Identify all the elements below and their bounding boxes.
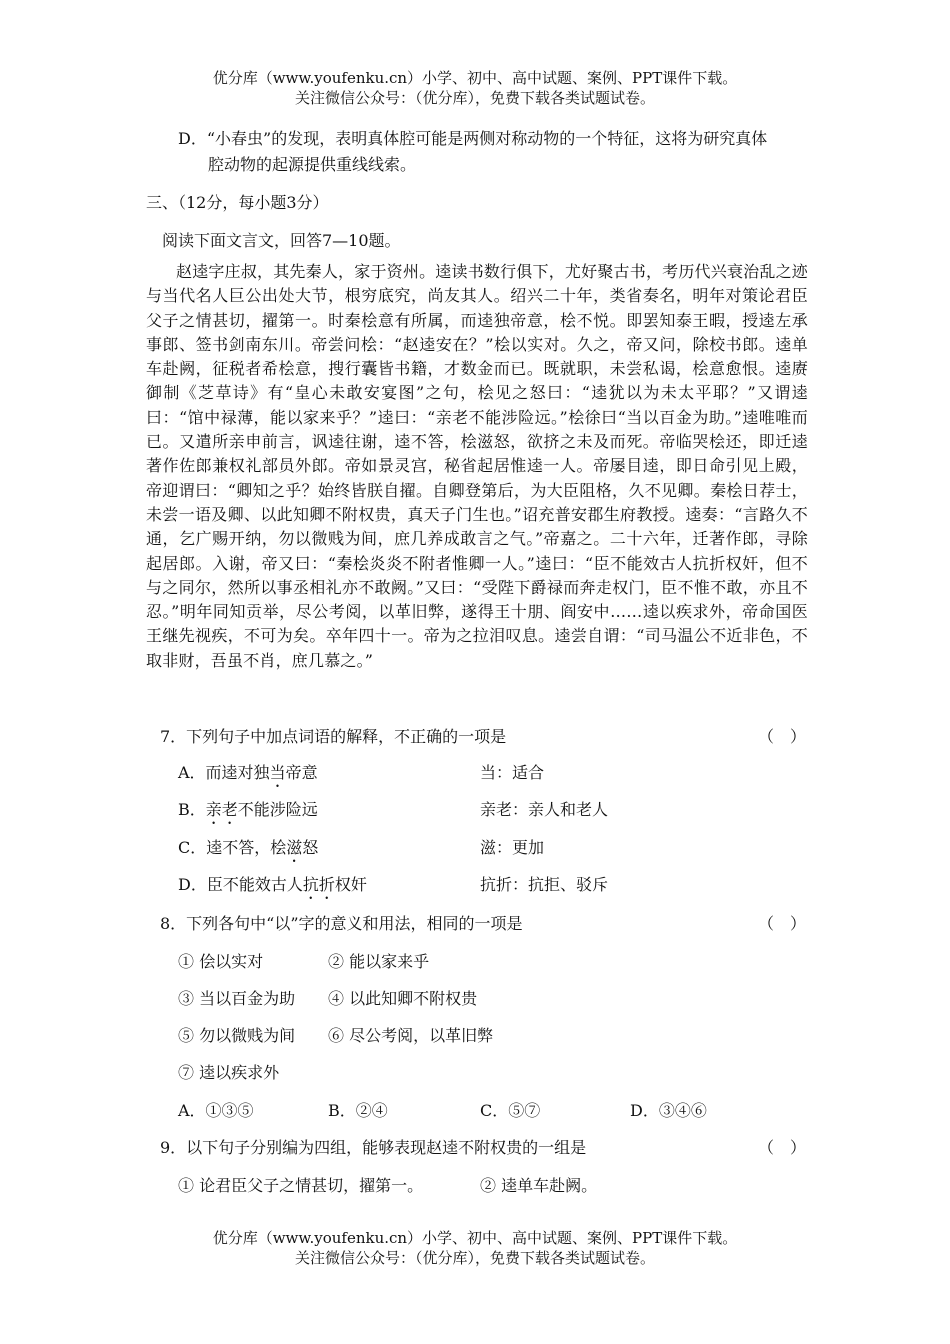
classical-chinese-passage: 赵逵字庄叔，其先秦人，家于资州。逵读书数行俱下，尤好聚古书，考历代兴衰治乱之迹与当代名人巨公出处大节，根穷底究，尚友其人。绍兴二十年，类省奏名，明年对策论君臣父子之情甚切，擢第一。时秦桧意有所属，而逵独帝意，桧不悦。即罢知泰王暇，授逵左承事郎、签书剑南东川。帝尝问桧：“赵逵安在？”桧以实对。久之，帝又问，除校书郎。逵单车赴阙，征税者希桧意，搜行囊皆书籍，才数金而已。既就职，未尝私谒，桧意愈恨。逵赓御制《芝草诗》有“皇心未敢安宴图”之句，桧见之怒曰：“逵犹以为未太平耶？”又谓逵曰：“馆中禄薄，能以家来乎？”逵曰：“亲老不能涉险远。”桧徐曰“当以百金为助。”逵唯唯而已。又遣所亲申前言，讽逵往谢，逵不答，桧滋怒，欲挤之未及而死。帝临哭桧还，即迁逵著作佐郎兼权礼部员外郎。帝如景灵宫，秘省起居惟逵一人。帝屡目逵，即日命引见上殿，帝迎谓曰：“卿知之乎？始终皆朕自擢。自卿登第后，为大臣阻格，久不见卿。秦桧日荐士，未尝一语及卿、以此知卿不附权贵，真天子门生也。”诏充普安郡生府教授。逵奏：“言路久不通，乞广赐开纳，勿以微贱为间，庶几养成敢言之气。”帝嘉之。二十六年，迁著作郎，寻除起居郎。入谢，帝又曰：“秦桧炎炎不附者惟卿一人。”逵曰：“臣不能效古人抗折权奸，但不与之同尔，然所以事丞相礼亦不敢阙。”又曰：“受陛下爵禄而奔走权门，臣不惟不敢，亦且不忍。”明年同知贡举，尽公考阅，以革旧弊，遂得王十朋、阎安中……逵以疾求外，帝命国医王继先视疾，不可为矣。卒年四十一。帝为之拉泪叹息。逵尝自谓：“司马温公不近非色，不取非财，吾虽不肖，庶几慕之。” xyxy=(146,262,808,670)
q7-option-a: A．而逵对独当帝意 xyxy=(178,763,318,782)
q7-option-d-dotted-word: 抗折 xyxy=(302,875,335,894)
q8-item-2: ② 能以家来乎 xyxy=(328,952,430,971)
q9-item-2: ② 逵单车赴阙。 xyxy=(480,1176,598,1195)
q8-item-5: ⑤ 勿以微贱为间 xyxy=(178,1026,296,1045)
header-line-1: 优分库（www.youfenku.cn）小学、初中、高中试题、案例、PPT课件下载。 xyxy=(212,69,738,87)
option-d-line-2: 腔动物的起源提供重线线索。 xyxy=(208,155,417,174)
q8-item-3: ③ 当以百金为助 xyxy=(178,989,296,1008)
footer-line-1: 优分库（www.youfenku.cn）小学、初中、高中试题、案例、PPT课件下载。 xyxy=(212,1229,738,1247)
q7-option-b-gloss: 亲老：亲人和老人 xyxy=(480,800,609,819)
section-3-instruction: 阅读下面文言文，回答7—10题。 xyxy=(162,231,401,250)
question-8-stem: 8．下列各句中“以”字的意义和用法，相同的一项是 xyxy=(160,914,523,933)
question-9-stem: 9．以下句子分别编为四组，能够表现赵逵不附权贵的一组是 xyxy=(160,1138,587,1157)
q8-choice-b: B．②④ xyxy=(328,1101,388,1120)
question-8-answer-paren: （ ） xyxy=(758,914,807,933)
q7-option-a-dotted-word: 当 xyxy=(269,763,286,782)
q8-item-1: ① 侩以实对 xyxy=(178,952,264,971)
q7-option-c: C．逵不答，桧滋怒 xyxy=(178,838,319,857)
q7-option-c-gloss: 滋：更加 xyxy=(480,838,545,857)
header-line-2: 关注微信公众号：（优分库），免费下载各类试题试卷。 xyxy=(294,89,655,107)
option-d-line-1: D．“小春虫”的发现，表明真体腔可能是两侧对称动物的一个特征，这将为研究真体 xyxy=(178,129,768,148)
question-9-answer-paren: （ ） xyxy=(758,1138,807,1157)
q7-option-d-gloss: 抗折：抗拒、驳斥 xyxy=(480,875,609,894)
question-7-stem: 7．下列句子中加点词语的解释，不正确的一项是 xyxy=(160,727,507,746)
q8-item-4: ④ 以此知卿不附权贵 xyxy=(328,989,478,1008)
q8-choice-c: C．⑤⑦ xyxy=(480,1101,541,1120)
question-7-answer-paren: （ ） xyxy=(758,727,807,746)
q8-choice-a: A．①③⑤ xyxy=(178,1101,254,1120)
section-3-title: 三、（12分，每小题3分） xyxy=(146,193,329,212)
page-header xyxy=(0,68,950,108)
q8-item-7: ⑦ 逵以疾求外 xyxy=(178,1063,280,1082)
q7-option-c-dotted-word: 滋 xyxy=(286,838,303,857)
q7-option-a-gloss: 当：适合 xyxy=(480,763,545,782)
q9-item-1: ① 论君臣父子之情甚切，擢第一。 xyxy=(178,1176,424,1195)
footer-line-2: 关注微信公众号：（优分库），免费下载各类试题试卷。 xyxy=(294,1249,655,1267)
prev-question-option-d xyxy=(178,126,808,178)
q7-option-b-dotted-word: 亲老 xyxy=(205,800,238,819)
page-footer xyxy=(0,1228,950,1268)
q7-option-d: D．臣不能效古人抗折权奸 xyxy=(178,875,367,894)
q7-option-b: B．亲老不能涉险远 xyxy=(178,800,318,819)
q8-choice-d: D．③④⑥ xyxy=(630,1101,707,1120)
q8-item-6: ⑥ 尽公考阅，以革旧弊 xyxy=(328,1026,494,1045)
